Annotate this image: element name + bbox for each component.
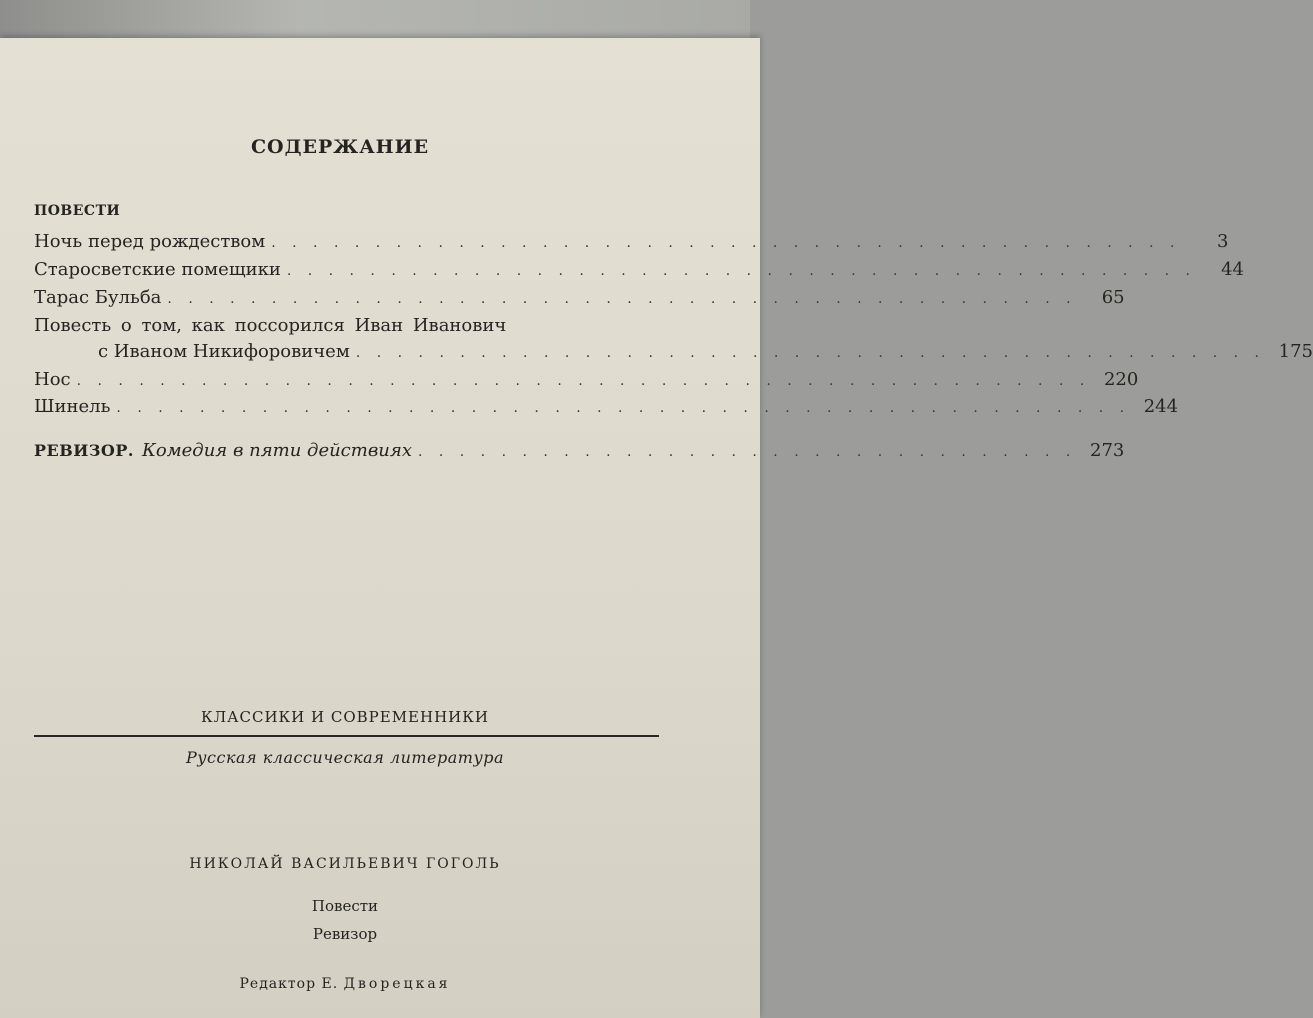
toc-entry (34, 341, 1313, 365)
toc-entry-title: Ночь перед рождеством (34, 231, 266, 252)
toc-entry-revizor (34, 440, 1125, 464)
toc-entry-title-line2: с Иваном Никифоровичем (98, 341, 350, 362)
toc-entry-page: 273 (1090, 440, 1125, 461)
series-subtitle: Русская классическая литература (185, 748, 505, 767)
revizor-title: РЕВИЗОР. (34, 441, 134, 460)
work-title: Ревизор (312, 925, 378, 943)
editor-label: Редактор Е. (239, 976, 339, 992)
leader-dots: . . . . . . . . . . . . . . . . . . . . . . . . . . . . . . . . . . . . . . . . . . . . . . . . . (76, 373, 1091, 389)
toc-entry (34, 287, 1125, 311)
toc-entry-title: Нос (34, 369, 71, 390)
editor-name: Дворецкая (343, 976, 451, 992)
toc-entry-title: Шинель (34, 396, 111, 417)
toc-entry (34, 259, 1244, 283)
leader-dots: . . . . . . . . . . . . . . . . . . . . . . . . . . . . . . . . . . . . . . . . . . . . (271, 235, 1181, 251)
work-title: Повести (311, 897, 379, 915)
divider (34, 735, 659, 737)
background-surface (0, 0, 750, 40)
leader-dots: . . . . . . . . . . . . . . . . . . . . . . . . . . . . . . . . . . . . . . . . . . . . . . . . . (116, 400, 1131, 416)
leader-dots: . . . . . . . . . . . . . . . . . . . . . . . . . . . . . . . . . . . . . . . . . . . . (355, 345, 1266, 361)
toc-entry (34, 369, 1139, 393)
editor-credit (0, 976, 690, 992)
toc-entry-page: 175 (1278, 341, 1313, 362)
toc-entry-title: Старосветские помещики (34, 259, 281, 280)
series-title: КЛАССИКИ И СОВРЕМЕННИКИ (201, 708, 489, 726)
toc-entry-page: 3 (1216, 231, 1229, 252)
toc-entry-page: 65 (1101, 287, 1125, 308)
toc-entry-page: 244 (1143, 396, 1179, 417)
contents-title: СОДЕРЖАНИЕ (250, 136, 430, 158)
toc-entry-title-line1: Повесть о том, как поссорился Иван Иванович (34, 315, 507, 336)
leader-dots: . . . . . . . . . . . . . . . . . . . . . . . . . . . . . . . . (417, 444, 1077, 460)
toc-entry (34, 231, 1229, 255)
revizor-subtitle: Комедия в пяти действиях (141, 440, 412, 461)
toc-entry-title: Тарас Бульба (34, 287, 162, 308)
toc-entry-page: 220 (1103, 369, 1139, 390)
section-heading: ПОВЕСТИ (34, 203, 121, 219)
revizor-label-group (34, 440, 418, 461)
leader-dots: . . . . . . . . . . . . . . . . . . . . . . . . . . . . . . . . . . . . . . . . . . . . (286, 263, 1196, 279)
author-name: НИКОЛАЙ ВАСИЛЬЕВИЧ ГОГОЛЬ (189, 856, 501, 872)
toc-entry (34, 396, 1179, 420)
toc-entry-page: 44 (1221, 259, 1244, 280)
leader-dots: . . . . . . . . . . . . . . . . . . . . . . . . . . . . . . . . . . . . . . . . . . . . (167, 291, 1077, 307)
